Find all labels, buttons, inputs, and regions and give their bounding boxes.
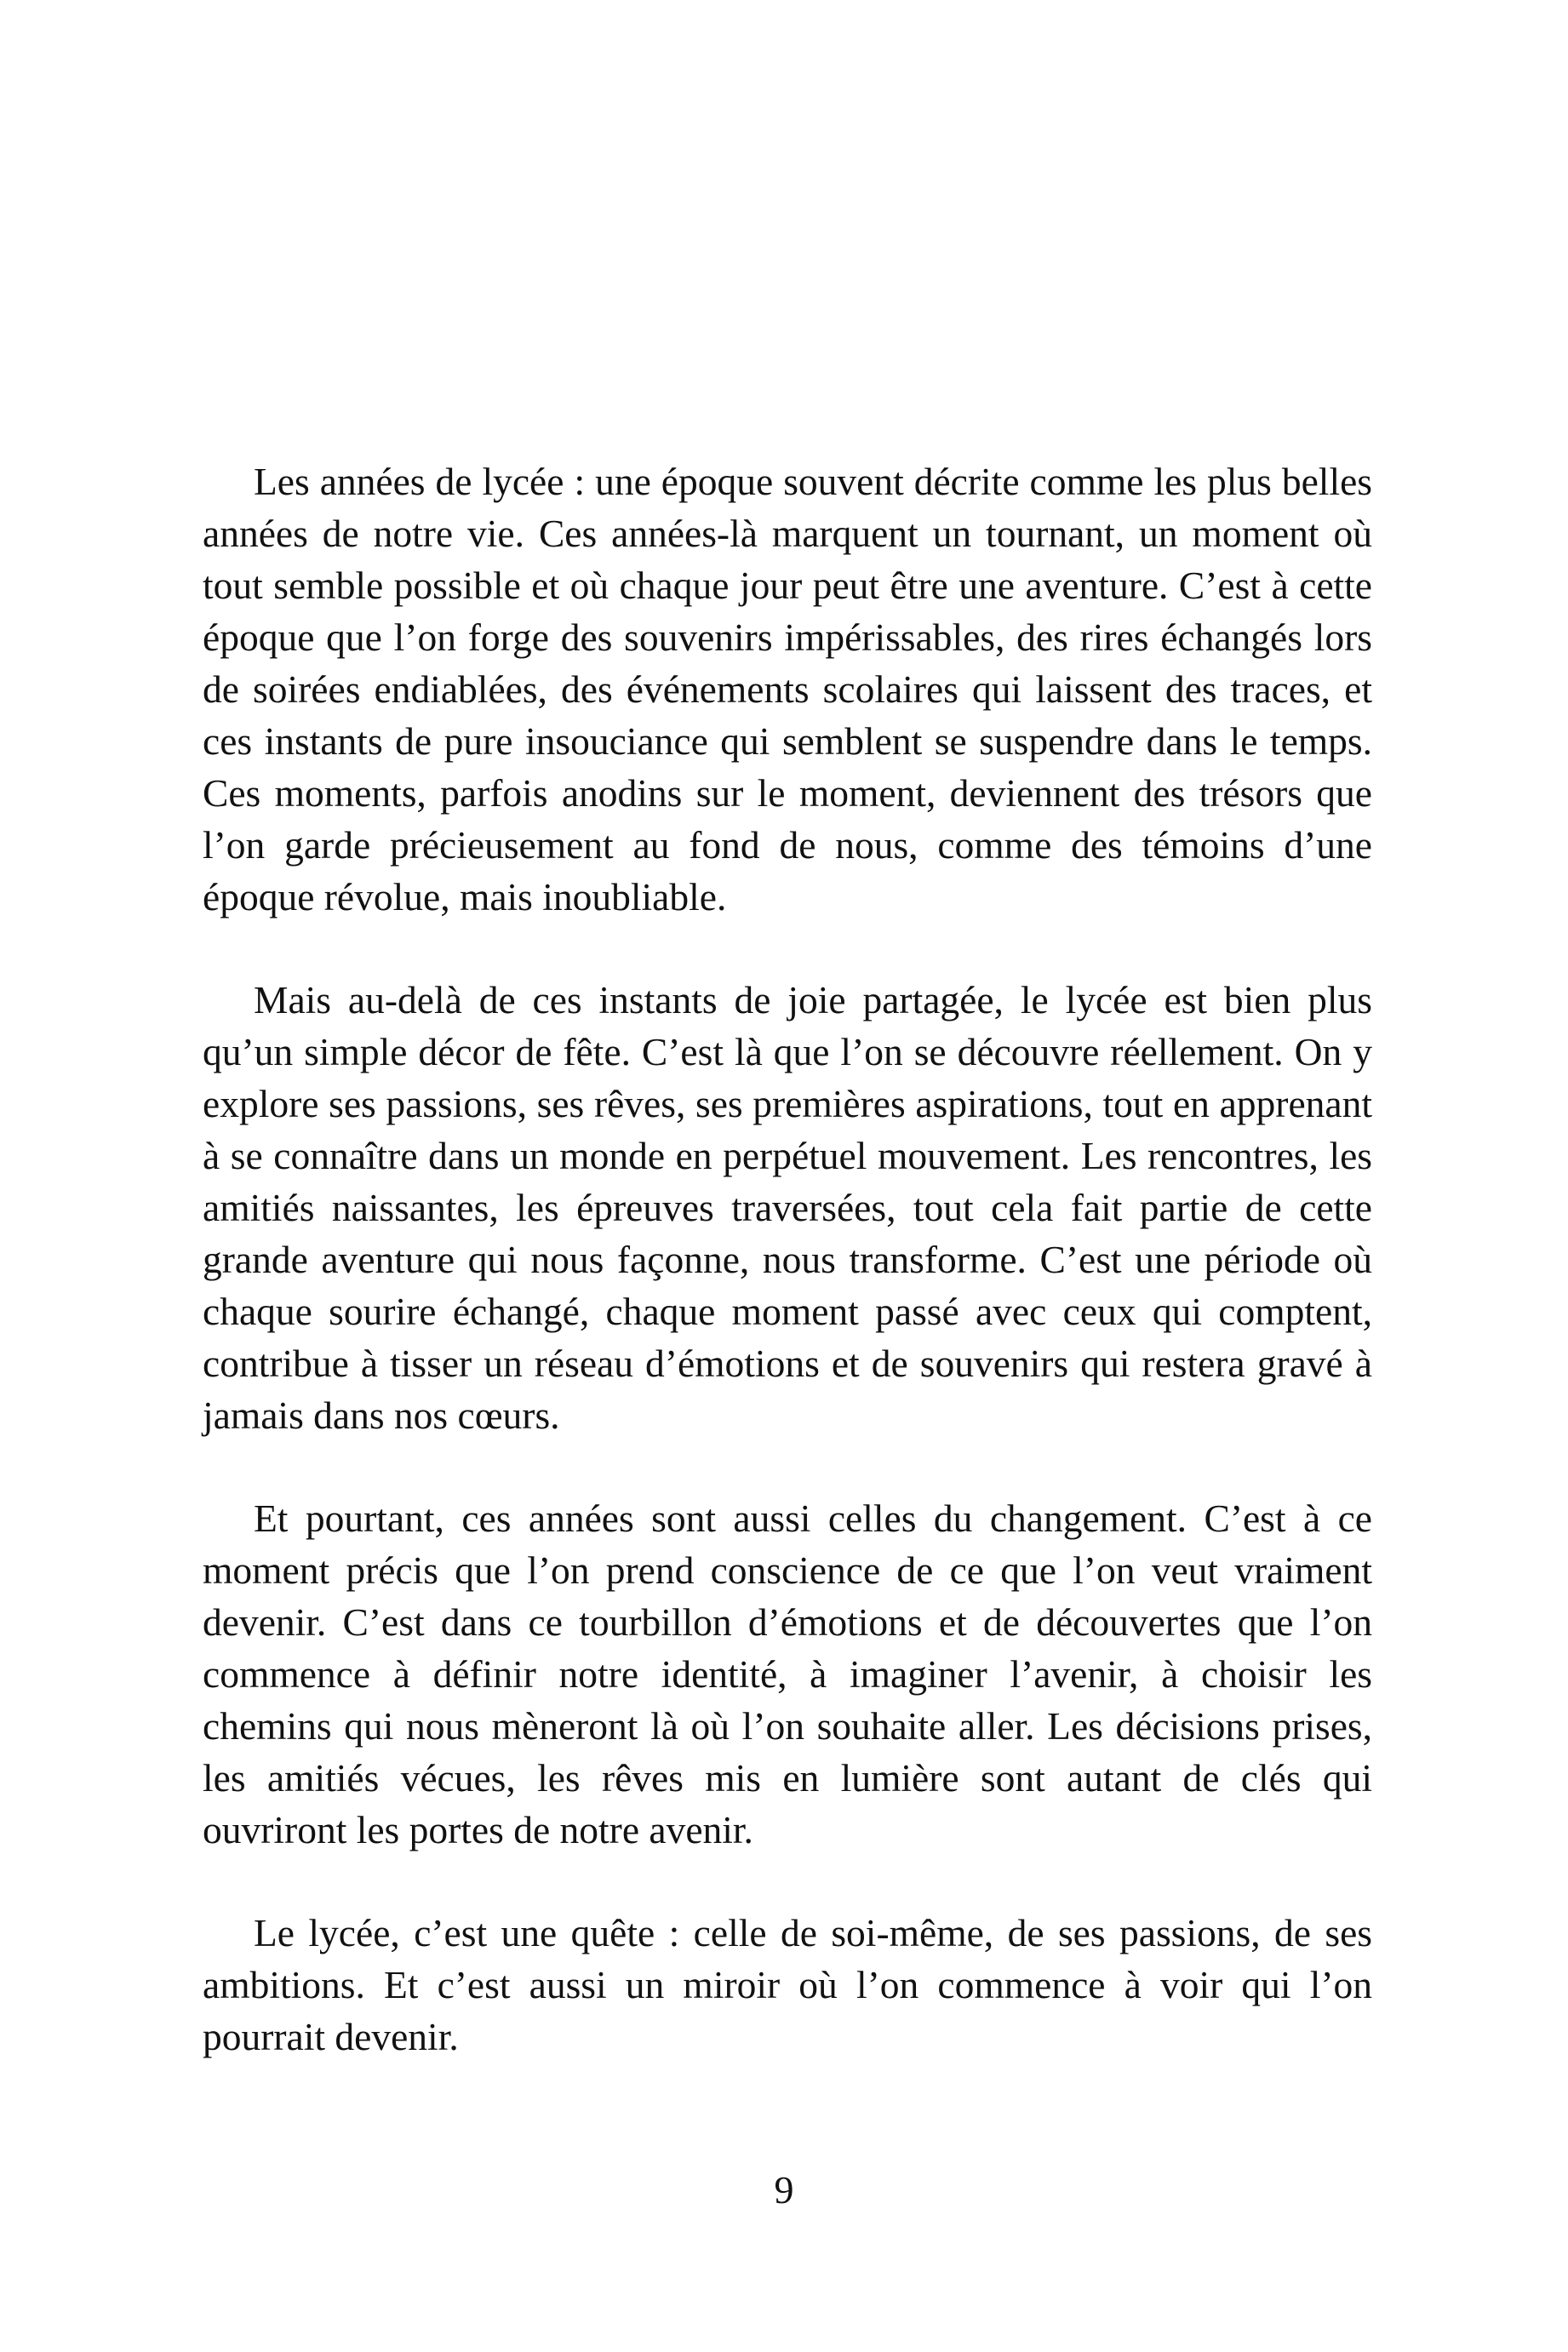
paragraph-1: Les années de lycée : une époque souvent décrite comme les plus belles années de notre vie. Ces années-là marquent un tournant, un moment où tout semble possible et où chaque jour peut être une aventure. C’est à cette époque que l’on forge des souvenirs impérissables, des rires échangés lors de soirées endiablées, des événements scolaires qui laissent des traces, et ces instants de pure insouciance qui semblent se suspendre dans le temps. Ces moments, parfois anodins sur le moment, deviennent des trésors que l’on garde précieusement au fond de nous, comme des témoins d’une époque révolue, mais inoubliable. — [203, 460, 1372, 918]
page-number: 9 — [774, 2168, 794, 2212]
body-text — [203, 455, 1372, 2114]
paragraph-2: Mais au-delà de ces instants de joie partagée, le lycée est bien plus qu’un simple décor de fête. C’est là que l’on se découvre réellement. On y explore ses passions, ses rêves, ses premières aspirations, tout en apprenant à se connaître dans un monde en perpétuel mouvement. Les rencontres, les amitiés naissantes, les épreuves traversées, tout cela fait partie de cette grande aventure qui nous façonne, nous transforme. C’est une période où chaque sourire échangé, chaque moment passé avec ceux qui comptent, contribue à tisser un réseau d’émotions et de souvenirs qui restera gravé à jamais dans nos cœurs. — [203, 978, 1372, 1437]
paragraph-3: Et pourtant, ces années sont aussi celles du changement. C’est à ce moment précis que l’on prend conscience de ce que l’on veut vraiment devenir. C’est dans ce tourbillon d’émotions et de découvertes que l’on commence à définir notre identité, à imaginer l’avenir, à choisir les chemins qui nous mèneront là où l’on souhaite aller. Les décisions prises, les amitiés vécues, les rêves mis en lumière sont autant de clés qui ouvriront les portes de notre avenir. — [203, 1496, 1372, 1851]
paragraph-4: Le lycée, c’est une quête : celle de soi-même, de ses passions, de ses ambitions. Et c’est aussi un miroir où l’on commence à voir qui l’on pourrait devenir. — [203, 1911, 1372, 2058]
